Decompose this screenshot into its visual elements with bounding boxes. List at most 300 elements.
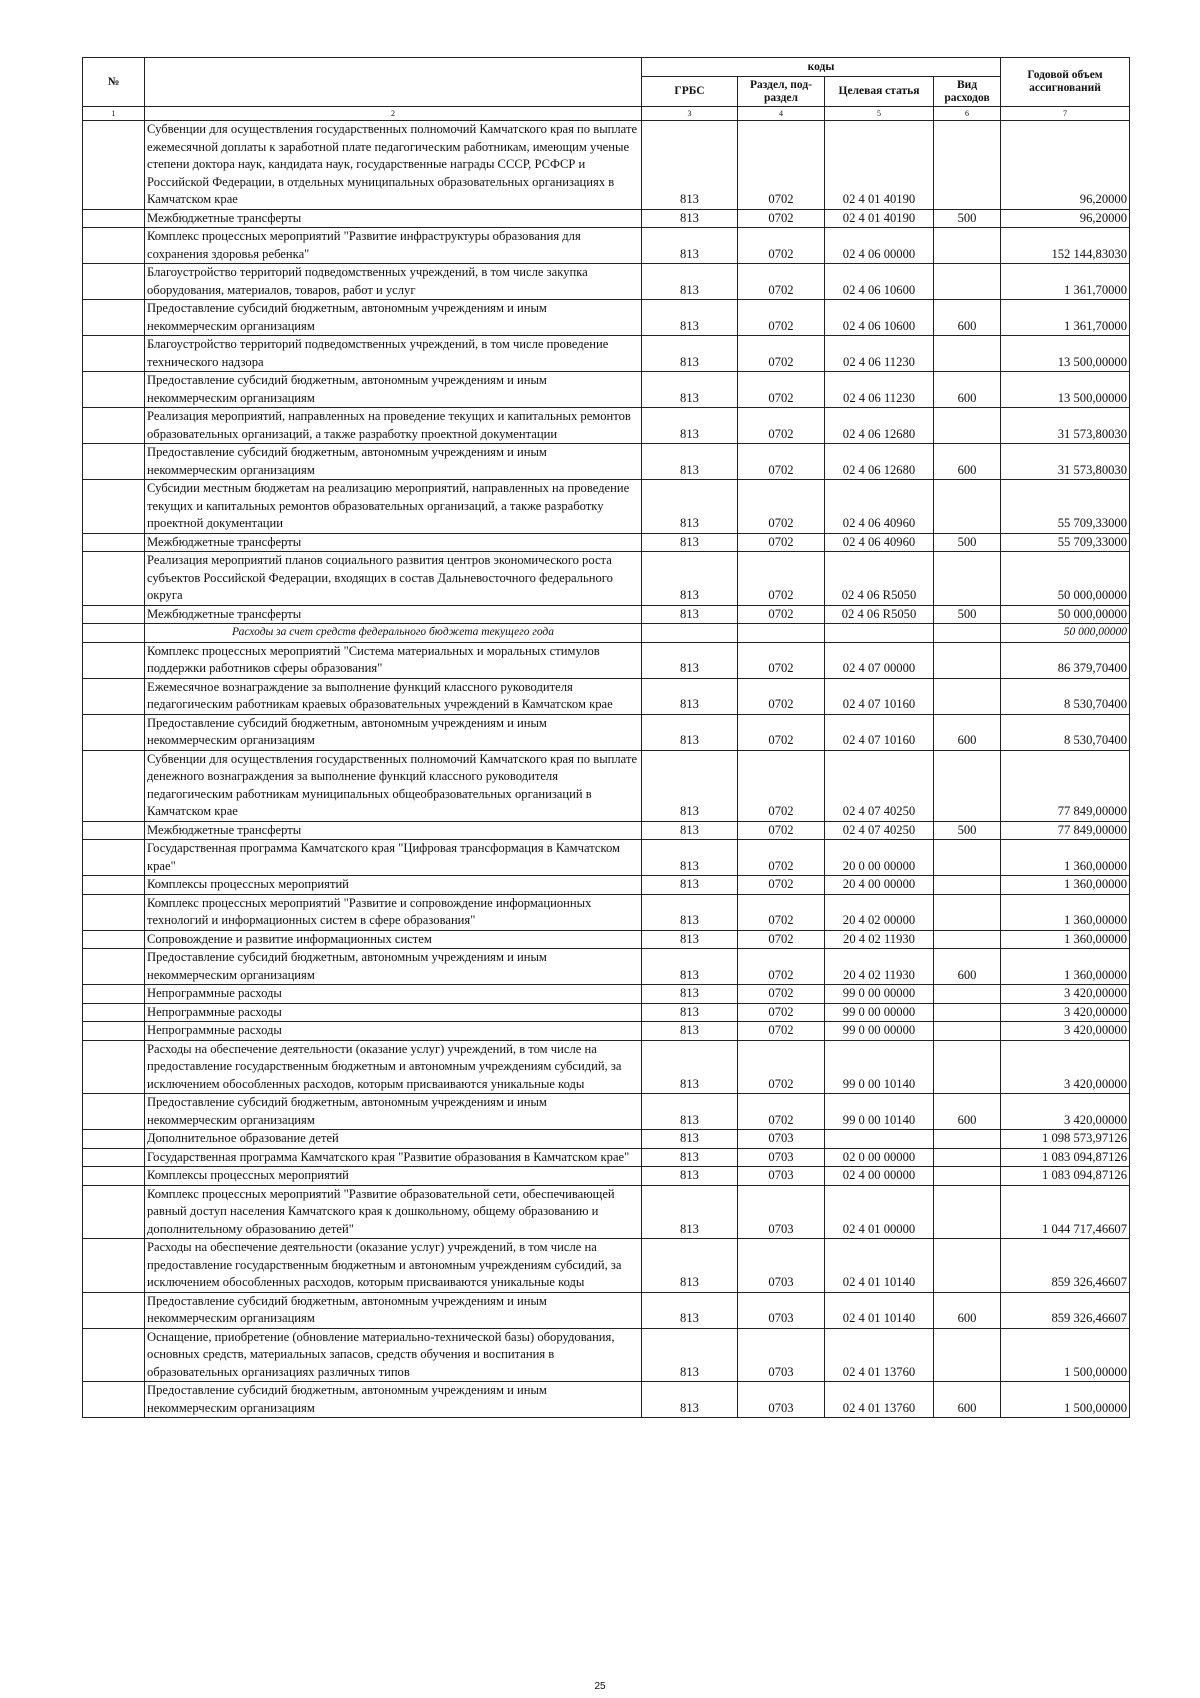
cell-num: [83, 121, 145, 210]
cell-target-article: 99 0 00 00000: [825, 985, 934, 1004]
cell-num: [83, 985, 145, 1004]
cell-razdel: 0702: [738, 876, 825, 895]
cell-description: Комплекс процессных мероприятий "Развитие и сопровождение информационных технологий и информационных систем в сфере образования": [145, 894, 642, 930]
table-row: [83, 1130, 1130, 1149]
table-header: [83, 58, 1130, 121]
cell-target-article: [825, 1130, 934, 1149]
table-row: [83, 408, 1130, 444]
cell-num: [83, 209, 145, 228]
cell-description: Ежемесячное вознаграждение за выполнение функций классного руководителя педагогическим работникам краевых образовательных учреждений в Камчатском крае: [145, 678, 642, 714]
col-number: 3: [642, 107, 738, 121]
cell-annual-volume: 96,20000: [1001, 209, 1130, 228]
cell-annual-volume: 31 573,80030: [1001, 408, 1130, 444]
cell-num: [83, 678, 145, 714]
cell-annual-volume: 1 361,70000: [1001, 264, 1130, 300]
cell-grbs: 813: [642, 264, 738, 300]
header-annual-volume: Годовой объем ассигнований: [1001, 58, 1130, 107]
cell-description: Межбюджетные трансферты: [145, 821, 642, 840]
cell-num: [83, 228, 145, 264]
cell-description: Непрограммные расходы: [145, 1022, 642, 1041]
col-number: 2: [145, 107, 642, 121]
cell-razdel: 0702: [738, 1003, 825, 1022]
cell-target-article: 02 4 01 10140: [825, 1239, 934, 1293]
cell-razdel: 0703: [738, 1130, 825, 1149]
cell-expense-type: 500: [934, 209, 1001, 228]
cell-annual-volume: 152 144,83030: [1001, 228, 1130, 264]
table-row: [83, 714, 1130, 750]
header-description: [145, 58, 642, 107]
cell-annual-volume: 8 530,70400: [1001, 678, 1130, 714]
table-row: [83, 533, 1130, 552]
cell-description: Субвенции для осуществления государственных полномочий Камчатского края по выплате денежного вознаграждения за выполнение функций классного руководителя педагогическим работникам муниципальных общеобразовательных организаций в Камчатском крае: [145, 750, 642, 821]
cell-expense-type: [934, 985, 1001, 1004]
cell-razdel: 0702: [738, 840, 825, 876]
cell-target-article: 02 4 01 13760: [825, 1328, 934, 1382]
cell-description: Расходы на обеспечение деятельности (оказание услуг) учреждений, в том числе на предоставление государственным бюджетным и автономным учреждениям субсидий, за исключением обособленных расходов, которым присваиваются уникальные коды: [145, 1040, 642, 1094]
cell-razdel: 0702: [738, 300, 825, 336]
cell-target-article: 20 4 02 11930: [825, 930, 934, 949]
cell-razdel: 0702: [738, 642, 825, 678]
cell-expense-type: [934, 1130, 1001, 1149]
table-row: [83, 480, 1130, 534]
cell-razdel: 0702: [738, 372, 825, 408]
cell-expense-type: [934, 480, 1001, 534]
table-row: [83, 840, 1130, 876]
cell-expense-type: [934, 228, 1001, 264]
header-target-article: Целевая статья: [825, 77, 934, 107]
cell-annual-volume: 86 379,70400: [1001, 642, 1130, 678]
col-number: 5: [825, 107, 934, 121]
table-row: [83, 624, 1130, 643]
cell-description: Реализация мероприятий планов социального развития центров экономического роста субъектов Российской Федерации, входящих в состав Дальневосточного федерального округа: [145, 552, 642, 606]
cell-target-article: 02 4 06 R5050: [825, 552, 934, 606]
cell-num: [83, 1040, 145, 1094]
cell-grbs: 813: [642, 1022, 738, 1041]
cell-num: [83, 1022, 145, 1041]
cell-description: Непрограммные расходы: [145, 985, 642, 1004]
cell-num: [83, 336, 145, 372]
cell-razdel: 0702: [738, 821, 825, 840]
col-number: 7: [1001, 107, 1130, 121]
cell-razdel: 0702: [738, 480, 825, 534]
cell-annual-volume: 8 530,70400: [1001, 714, 1130, 750]
cell-annual-volume: 1 361,70000: [1001, 300, 1130, 336]
cell-num: [83, 1003, 145, 1022]
cell-expense-type: [934, 552, 1001, 606]
cell-grbs: 813: [642, 533, 738, 552]
table-row: [83, 372, 1130, 408]
cell-description: Комплекс процессных мероприятий "Развитие образовательной сети, обеспечивающей равный доступ населения Камчатского края к дошкольному, общему образованию и дополнительному образованию детей": [145, 1185, 642, 1239]
cell-num: [83, 533, 145, 552]
cell-grbs: 813: [642, 642, 738, 678]
cell-annual-volume: 50 000,00000: [1001, 605, 1130, 624]
cell-annual-volume: 3 420,00000: [1001, 985, 1130, 1004]
col-number: 4: [738, 107, 825, 121]
cell-razdel: 0702: [738, 552, 825, 606]
cell-description: Предоставление субсидий бюджетным, автономным учреждениям и иным некоммерческим организациям: [145, 1094, 642, 1130]
cell-grbs: 813: [642, 714, 738, 750]
cell-grbs: 813: [642, 408, 738, 444]
cell-target-article: 02 4 01 00000: [825, 1185, 934, 1239]
cell-grbs: 813: [642, 552, 738, 606]
cell-description: Предоставление субсидий бюджетным, автономным учреждениям и иным некоммерческим организациям: [145, 300, 642, 336]
cell-expense-type: [934, 876, 1001, 895]
cell-expense-type: 600: [934, 444, 1001, 480]
cell-grbs: 813: [642, 480, 738, 534]
cell-num: [83, 1185, 145, 1239]
cell-num: [83, 894, 145, 930]
budget-table: [82, 57, 1130, 1418]
cell-razdel: 0702: [738, 1094, 825, 1130]
cell-razdel: 0702: [738, 533, 825, 552]
table-row: [83, 1328, 1130, 1382]
cell-num: [83, 930, 145, 949]
cell-description: Предоставление субсидий бюджетным, автономным учреждениям и иным некоммерческим организациям: [145, 372, 642, 408]
cell-grbs: 813: [642, 1185, 738, 1239]
cell-target-article: 02 4 07 00000: [825, 642, 934, 678]
cell-target-article: 20 4 02 00000: [825, 894, 934, 930]
cell-description: Межбюджетные трансферты: [145, 209, 642, 228]
table-row: [83, 1185, 1130, 1239]
cell-expense-type: 600: [934, 949, 1001, 985]
cell-expense-type: [934, 840, 1001, 876]
cell-grbs: 813: [642, 1040, 738, 1094]
cell-num: [83, 372, 145, 408]
cell-annual-volume: 1 500,00000: [1001, 1382, 1130, 1418]
cell-target-article: 02 4 06 R5050: [825, 605, 934, 624]
cell-description: Субвенции для осуществления государственных полномочий Камчатского края по выплате ежемесячной доплаты к заработной плате педагогическим работникам, имеющим ученые степени доктора наук, кандидата наук, государственные награды СССР, РСФСР и Российской Федерации, в отдельных муниципальных образовательных организациях в Камчатском крае: [145, 121, 642, 210]
cell-annual-volume: 3 420,00000: [1001, 1022, 1130, 1041]
cell-annual-volume: 1 360,00000: [1001, 930, 1130, 949]
cell-razdel: 0702: [738, 1022, 825, 1041]
cell-annual-volume: 3 420,00000: [1001, 1094, 1130, 1130]
table-row: [83, 336, 1130, 372]
col-number: 1: [83, 107, 145, 121]
cell-annual-volume: 1 083 094,87126: [1001, 1167, 1130, 1186]
cell-razdel: 0703: [738, 1239, 825, 1293]
cell-target-article: 02 4 01 40190: [825, 209, 934, 228]
cell-target-article: 02 4 01 13760: [825, 1382, 934, 1418]
cell-num: [83, 408, 145, 444]
cell-grbs: 813: [642, 949, 738, 985]
cell-grbs: 813: [642, 1130, 738, 1149]
cell-expense-type: [934, 121, 1001, 210]
table-row: [83, 678, 1130, 714]
cell-razdel: 0702: [738, 444, 825, 480]
cell-target-article: 99 0 00 10140: [825, 1040, 934, 1094]
cell-target-article: 02 4 07 40250: [825, 750, 934, 821]
cell-expense-type: [934, 750, 1001, 821]
table-row: [83, 1022, 1130, 1041]
cell-target-article: 02 4 06 40960: [825, 533, 934, 552]
cell-num: [83, 300, 145, 336]
cell-expense-type: [934, 930, 1001, 949]
cell-description: Предоставление субсидий бюджетным, автономным учреждениям и иным некоммерческим организациям: [145, 444, 642, 480]
cell-description: Сопровождение и развитие информационных систем: [145, 930, 642, 949]
cell-num: [83, 264, 145, 300]
cell-expense-type: 600: [934, 300, 1001, 336]
cell-target-article: 02 4 06 11230: [825, 372, 934, 408]
cell-target-article: 20 0 00 00000: [825, 840, 934, 876]
cell-num: [83, 876, 145, 895]
cell-annual-volume: 1 360,00000: [1001, 949, 1130, 985]
cell-razdel: 0702: [738, 264, 825, 300]
table-row: [83, 821, 1130, 840]
cell-annual-volume: 859 326,46607: [1001, 1239, 1130, 1293]
cell-grbs: 813: [642, 209, 738, 228]
cell-grbs: 813: [642, 1167, 738, 1186]
cell-description: Субсидии местным бюджетам на реализацию мероприятий, направленных на проведение текущих и капитальных ремонтов образовательных организаций, а также разработку проектной документации: [145, 480, 642, 534]
cell-num: [83, 444, 145, 480]
table-row: [83, 1003, 1130, 1022]
table-row: [83, 894, 1130, 930]
cell-expense-type: 600: [934, 1094, 1001, 1130]
cell-description: Расходы за счет средств федерального бюджета текущего года: [145, 624, 642, 643]
cell-expense-type: [934, 1185, 1001, 1239]
cell-annual-volume: 13 500,00000: [1001, 336, 1130, 372]
cell-annual-volume: 3 420,00000: [1001, 1003, 1130, 1022]
cell-razdel: 0703: [738, 1382, 825, 1418]
cell-target-article: 02 4 06 10600: [825, 300, 934, 336]
cell-razdel: 0702: [738, 750, 825, 821]
cell-expense-type: [934, 1003, 1001, 1022]
table-row: [83, 264, 1130, 300]
cell-target-article: [825, 624, 934, 643]
cell-expense-type: [934, 624, 1001, 643]
table-row: [83, 876, 1130, 895]
cell-expense-type: [934, 678, 1001, 714]
cell-expense-type: [934, 1022, 1001, 1041]
cell-annual-volume: 31 573,80030: [1001, 444, 1130, 480]
cell-expense-type: 500: [934, 533, 1001, 552]
cell-num: [83, 1292, 145, 1328]
header-num: №: [83, 58, 145, 107]
cell-num: [83, 821, 145, 840]
cell-description: Предоставление субсидий бюджетным, автономным учреждениям и иным некоммерческим организациям: [145, 714, 642, 750]
cell-annual-volume: 1 044 717,46607: [1001, 1185, 1130, 1239]
cell-expense-type: [934, 1328, 1001, 1382]
cell-annual-volume: 1 500,00000: [1001, 1328, 1130, 1382]
cell-expense-type: 600: [934, 372, 1001, 408]
cell-description: Оснащение, приобретение (обновление материально-технической базы) оборудования, основных средств, материальных запасов, средств обучения и воспитания в образовательных организациях различных типов: [145, 1328, 642, 1382]
cell-num: [83, 480, 145, 534]
cell-grbs: 813: [642, 1382, 738, 1418]
table-row: [83, 985, 1130, 1004]
cell-description: Комплекс процессных мероприятий "Развитие инфраструктуры образования для сохранения здоровья ребенка": [145, 228, 642, 264]
cell-annual-volume: 1 360,00000: [1001, 840, 1130, 876]
cell-razdel: 0702: [738, 209, 825, 228]
cell-grbs: 813: [642, 678, 738, 714]
cell-grbs: 813: [642, 1328, 738, 1382]
cell-grbs: 813: [642, 840, 738, 876]
cell-annual-volume: 55 709,33000: [1001, 480, 1130, 534]
cell-target-article: 02 4 00 00000: [825, 1167, 934, 1186]
cell-description: Предоставление субсидий бюджетным, автономным учреждениям и иным некоммерческим организациям: [145, 949, 642, 985]
header-grbs: ГРБС: [642, 77, 738, 107]
cell-annual-volume: 1 083 094,87126: [1001, 1148, 1130, 1167]
cell-target-article: 02 4 01 10140: [825, 1292, 934, 1328]
cell-expense-type: 500: [934, 821, 1001, 840]
cell-num: [83, 1382, 145, 1418]
page-number: 25: [594, 1681, 606, 1692]
cell-expense-type: [934, 1148, 1001, 1167]
cell-annual-volume: 77 849,00000: [1001, 750, 1130, 821]
cell-target-article: 20 4 02 11930: [825, 949, 934, 985]
cell-description: Дополнительное образование детей: [145, 1130, 642, 1149]
cell-annual-volume: 1 360,00000: [1001, 894, 1130, 930]
cell-annual-volume: 55 709,33000: [1001, 533, 1130, 552]
table-body: [83, 121, 1130, 1418]
cell-grbs: 813: [642, 300, 738, 336]
cell-num: [83, 949, 145, 985]
cell-num: [83, 552, 145, 606]
cell-expense-type: [934, 894, 1001, 930]
cell-num: [83, 642, 145, 678]
cell-expense-type: [934, 1167, 1001, 1186]
cell-description: Расходы на обеспечение деятельности (оказание услуг) учреждений, в том числе на предоставление государственным бюджетным и автономным учреждениям субсидий, за исключением обособленных расходов, которым присваиваются уникальные коды: [145, 1239, 642, 1293]
cell-expense-type: [934, 336, 1001, 372]
cell-razdel: 0703: [738, 1292, 825, 1328]
cell-target-article: 02 4 07 10160: [825, 678, 934, 714]
table-row: [83, 1292, 1130, 1328]
cell-description: Реализация мероприятий, направленных на проведение текущих и капитальных ремонтов образовательных организаций, а также разработку проектной документации: [145, 408, 642, 444]
cell-expense-type: [934, 1239, 1001, 1293]
cell-description: Комплексы процессных мероприятий: [145, 876, 642, 895]
cell-annual-volume: 859 326,46607: [1001, 1292, 1130, 1328]
cell-grbs: 813: [642, 1239, 738, 1293]
cell-annual-volume: 96,20000: [1001, 121, 1130, 210]
cell-razdel: 0702: [738, 678, 825, 714]
cell-razdel: 0702: [738, 985, 825, 1004]
cell-razdel: 0703: [738, 1328, 825, 1382]
cell-description: Межбюджетные трансферты: [145, 605, 642, 624]
cell-razdel: 0703: [738, 1185, 825, 1239]
cell-description: Комплексы процессных мероприятий: [145, 1167, 642, 1186]
cell-target-article: 02 4 06 40960: [825, 480, 934, 534]
cell-expense-type: 500: [934, 605, 1001, 624]
cell-target-article: 02 4 06 12680: [825, 408, 934, 444]
table-row: [83, 1382, 1130, 1418]
cell-description: Благоустройство территорий подведомственных учреждений, в том числе закупка оборудования, материалов, товаров, работ и услуг: [145, 264, 642, 300]
table-row: [83, 930, 1130, 949]
cell-description: Государственная программа Камчатского края "Развитие образования в Камчатском крае": [145, 1148, 642, 1167]
cell-num: [83, 714, 145, 750]
cell-description: Государственная программа Камчатского края "Цифровая трансформация в Камчатском крае": [145, 840, 642, 876]
table-row: [83, 552, 1130, 606]
cell-grbs: 813: [642, 985, 738, 1004]
table-row: [83, 300, 1130, 336]
cell-annual-volume: 77 849,00000: [1001, 821, 1130, 840]
cell-num: [83, 1328, 145, 1382]
table-row: [83, 121, 1130, 210]
cell-num: [83, 1130, 145, 1149]
cell-description: Межбюджетные трансферты: [145, 533, 642, 552]
header-expense-type: Вид расходов: [934, 77, 1001, 107]
cell-target-article: 99 0 00 00000: [825, 1022, 934, 1041]
col-number: 6: [934, 107, 1001, 121]
cell-grbs: 813: [642, 1292, 738, 1328]
table-row: [83, 1239, 1130, 1293]
cell-annual-volume: 13 500,00000: [1001, 372, 1130, 408]
cell-num: [83, 840, 145, 876]
cell-target-article: 02 0 00 00000: [825, 1148, 934, 1167]
cell-razdel: 0702: [738, 408, 825, 444]
table-row: [83, 1167, 1130, 1186]
cell-razdel: 0702: [738, 228, 825, 264]
table-row: [83, 1040, 1130, 1094]
cell-target-article: 02 4 07 10160: [825, 714, 934, 750]
cell-razdel: 0702: [738, 894, 825, 930]
cell-razdel: 0702: [738, 121, 825, 210]
table-row: [83, 605, 1130, 624]
header-razdel: Раздел, под- раздел: [738, 77, 825, 107]
cell-grbs: 813: [642, 1003, 738, 1022]
cell-description: Благоустройство территорий подведомственных учреждений, в том числе проведение технического надзора: [145, 336, 642, 372]
cell-grbs: 813: [642, 821, 738, 840]
cell-description: Комплекс процессных мероприятий "Система материальных и моральных стимулов поддержки работников сферы образования": [145, 642, 642, 678]
cell-num: [83, 605, 145, 624]
cell-grbs: 813: [642, 930, 738, 949]
cell-target-article: 02 4 06 10600: [825, 264, 934, 300]
table-row: [83, 750, 1130, 821]
cell-expense-type: [934, 1040, 1001, 1094]
table-row: [83, 228, 1130, 264]
cell-annual-volume: 1 098 573,97126: [1001, 1130, 1130, 1149]
cell-grbs: [642, 624, 738, 643]
cell-expense-type: 600: [934, 1292, 1001, 1328]
cell-expense-type: 600: [934, 1382, 1001, 1418]
cell-razdel: 0703: [738, 1148, 825, 1167]
cell-expense-type: 600: [934, 714, 1001, 750]
cell-expense-type: [934, 264, 1001, 300]
cell-razdel: 0702: [738, 930, 825, 949]
cell-grbs: 813: [642, 1094, 738, 1130]
cell-razdel: 0702: [738, 1040, 825, 1094]
cell-target-article: 99 0 00 10140: [825, 1094, 934, 1130]
cell-expense-type: [934, 642, 1001, 678]
cell-target-article: 02 4 01 40190: [825, 121, 934, 210]
cell-target-article: 02 4 06 11230: [825, 336, 934, 372]
cell-annual-volume: 3 420,00000: [1001, 1040, 1130, 1094]
table-row: [83, 642, 1130, 678]
header-codes: коды: [642, 58, 1001, 77]
cell-description: Непрограммные расходы: [145, 1003, 642, 1022]
cell-razdel: 0702: [738, 336, 825, 372]
cell-description: Предоставление субсидий бюджетным, автономным учреждениям и иным некоммерческим организациям: [145, 1382, 642, 1418]
cell-target-article: 02 4 06 00000: [825, 228, 934, 264]
cell-num: [83, 1167, 145, 1186]
cell-grbs: 813: [642, 228, 738, 264]
cell-razdel: 0702: [738, 949, 825, 985]
cell-razdel: 0702: [738, 605, 825, 624]
cell-razdel: 0702: [738, 714, 825, 750]
cell-num: [83, 1094, 145, 1130]
cell-target-article: 02 4 06 12680: [825, 444, 934, 480]
table-row: [83, 1094, 1130, 1130]
cell-annual-volume: 50 000,00000: [1001, 552, 1130, 606]
cell-annual-volume: 1 360,00000: [1001, 876, 1130, 895]
cell-grbs: 813: [642, 336, 738, 372]
column-numbers-row: [83, 107, 1130, 121]
cell-grbs: 813: [642, 605, 738, 624]
table-row: [83, 1148, 1130, 1167]
table-row: [83, 949, 1130, 985]
cell-razdel: [738, 624, 825, 643]
cell-num: [83, 1148, 145, 1167]
cell-grbs: 813: [642, 444, 738, 480]
cell-razdel: 0703: [738, 1167, 825, 1186]
cell-num: [83, 750, 145, 821]
